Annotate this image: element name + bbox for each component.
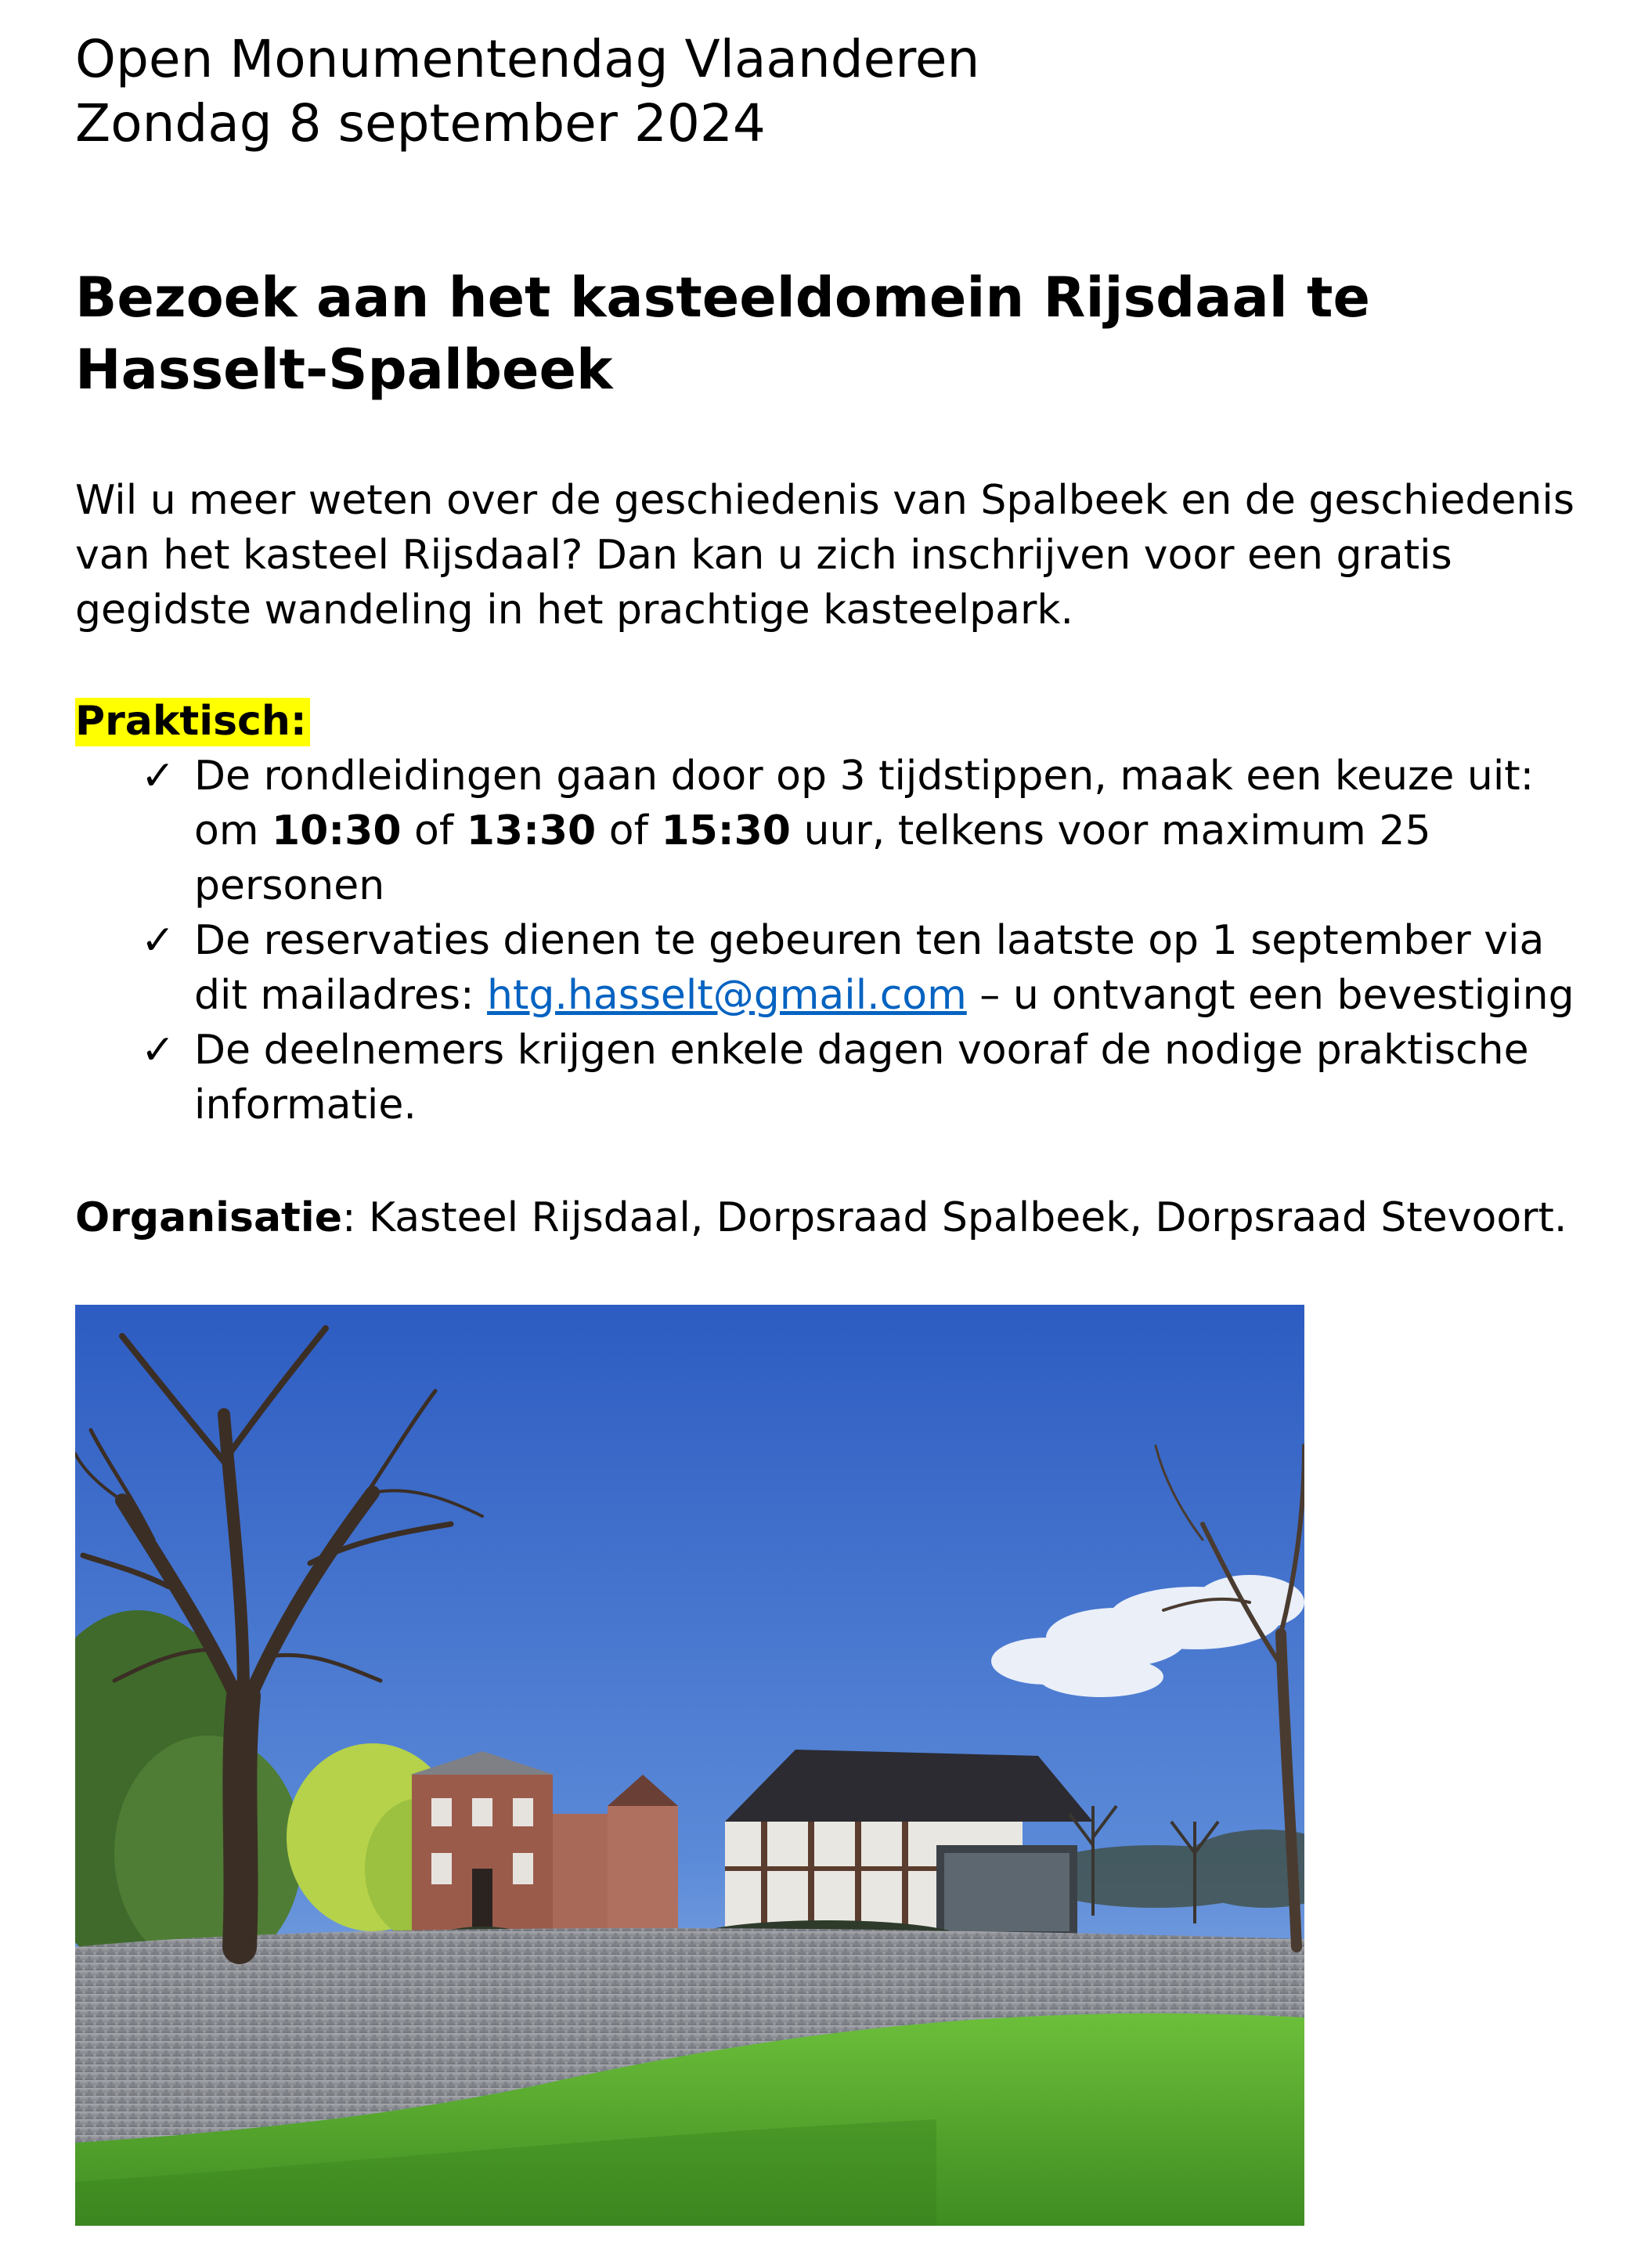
checkmark-icon: ✓ (141, 917, 175, 964)
organisation-line (75, 1190, 1567, 1245)
time-slot-2: 13:30 (466, 807, 597, 854)
practical-label: Praktisch: (75, 698, 310, 746)
bullet-1-line-1: De rondleidingen gaan door op 3 tijdstippen, maak een keuze uit: (194, 753, 1535, 800)
bullet-2-line-1: De reservaties dienen te gebeuren ten laatste op 1 september via (194, 917, 1545, 964)
intro-line-3: gegidste wandeling in het prachtige kasteelpark. (75, 587, 1074, 634)
organisation-text: : Kasteel Rijsdaal, Dorpsraad Spalbeek, Dorpsraad Stevoort. (342, 1194, 1567, 1241)
bullet-3-line-1: De deelnemers krijgen enkele dagen vooraf de nodige praktische (194, 1027, 1529, 1074)
intro-line-1: Wil u meer weten over de geschiedenis van Spalbeek en de geschiedenis (75, 477, 1574, 524)
page-title-line-2: Hasselt-Spalbeek (75, 338, 613, 402)
bullet-1-line-3: personen (194, 862, 385, 909)
event-date: Zondag 8 september 2024 (75, 93, 766, 154)
bullet-1-line-2 (194, 804, 1431, 858)
event-name: Open Monumentendag Vlaanderen (75, 29, 980, 89)
practical-heading (75, 694, 310, 749)
bullet-1-separator-1: of (401, 807, 467, 854)
bullet-1-separator-2: of (596, 807, 662, 854)
castle-domain-photo (75, 1305, 1304, 2226)
bullet-1-prefix: om (194, 807, 272, 854)
intro-line-2: van het kasteel Rijsdaal? Dan kan u zich inschrijven voor een gratis (75, 532, 1452, 579)
bullet-3-line-2: informatie. (194, 1082, 417, 1129)
email-link[interactable]: htg.hasselt@gmail.com (487, 972, 967, 1019)
time-slot-3: 15:30 (661, 807, 791, 854)
bullet-2-line-2 (194, 968, 1574, 1023)
organisation-label: Organisatie (75, 1194, 342, 1241)
checkmark-icon: ✓ (141, 1027, 175, 1074)
photo-illustration (75, 1305, 1304, 2226)
bullet-2-prefix: dit mailadres: (194, 972, 488, 1019)
page-title-line-1: Bezoek aan het kasteeldomein Rijsdaal te (75, 265, 1370, 330)
bullet-2-suffix: – u ontvangt een bevestiging (966, 972, 1574, 1019)
checkmark-icon: ✓ (141, 753, 175, 800)
bullet-1-suffix: uur, telkens voor maximum 25 (790, 807, 1431, 854)
time-slot-1: 10:30 (272, 807, 402, 854)
